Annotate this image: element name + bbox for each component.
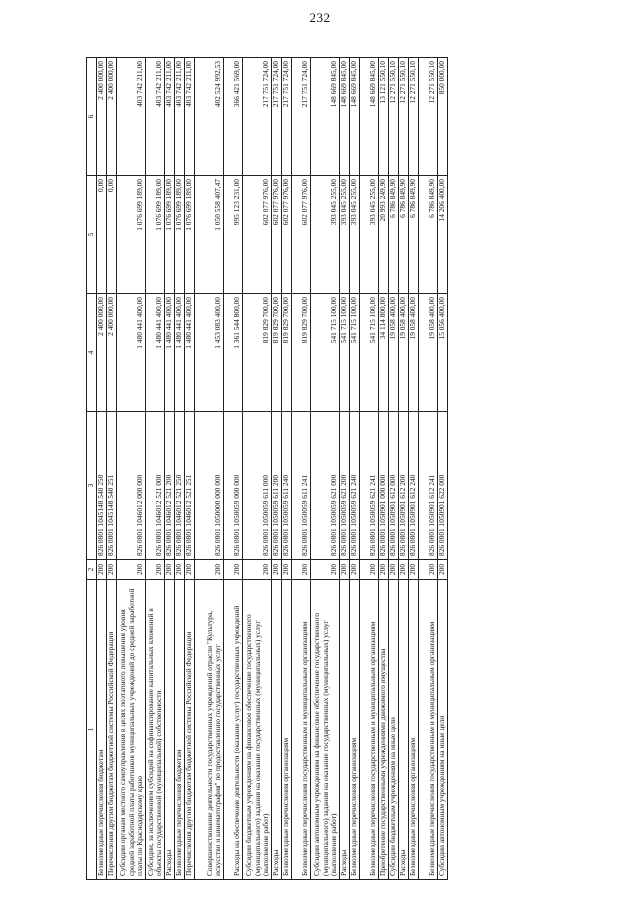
- row-value-4-cell: 19 058 400,00: [399, 294, 409, 412]
- page-number: 232: [309, 10, 331, 25]
- row-value-6-cell: 403 742 211,00: [185, 58, 195, 176]
- table-row: [97, 58, 107, 880]
- row-value-6-cell: 850 000,00: [438, 58, 448, 176]
- row-name-cell: Субсидии органам местного самоуправления в целях поэтапного повышения уровня средней заработной платы работников муниципальных учреждений до средней заработной платы по Краснодарскому краю: [117, 580, 146, 880]
- row-name-cell: Субсидии автономным учреждениям на иные цели: [438, 580, 448, 880]
- row-value-5-cell: 20 993 249,90: [379, 176, 389, 294]
- row-code-cell: 200: [360, 560, 379, 580]
- row-name-cell: Безвозмездные перечисления государственным и муниципальным организациям: [360, 580, 379, 880]
- row-kbk-cell: 826 0801 1050059 000 000: [224, 412, 243, 560]
- row-value-5-cell: 1 076 699 189,00: [117, 176, 146, 294]
- row-kbk-cell: 826 0801 1045148 540 250: [97, 412, 107, 560]
- row-value-4-cell: 819 829 700,00: [272, 294, 282, 412]
- row-code-cell: 200: [399, 560, 409, 580]
- row-value-6-cell: 217 751 724,00: [292, 58, 311, 176]
- row-value-6-cell: 403 742 211,00: [165, 58, 175, 176]
- row-value-6-cell: 148 669 845,00: [360, 58, 379, 176]
- row-code-cell: 200: [165, 560, 175, 580]
- row-value-5-cell: 6 786 849,90: [399, 176, 409, 294]
- row-value-6-cell: 12 271 550,10: [409, 58, 419, 176]
- row-name-cell: Безвозмездные перечисления государственным и муниципальным организациям: [292, 580, 311, 880]
- row-value-6-cell: 13 121 550,10: [379, 58, 389, 176]
- row-name-cell: Безвозмездные перечисления бюджетам: [97, 580, 107, 880]
- row-kbk-cell: 826 0801 1050901 612 240: [409, 412, 419, 560]
- row-kbk-cell: 826 0801 1050059 611 000: [243, 412, 272, 560]
- row-value-4-cell: 19 058 400,00: [409, 294, 419, 412]
- row-name-cell: Расходы на обеспечение деятельности (оказание услуг) государственных учреждений: [224, 580, 243, 880]
- row-value-4-cell: 819 829 700,00: [292, 294, 311, 412]
- row-code-cell: 200: [419, 560, 438, 580]
- row-value-5-cell: 0,00: [107, 176, 117, 294]
- table-row: [107, 58, 117, 880]
- row-value-5-cell: 393 045 255,00: [350, 176, 360, 294]
- column-header: 3: [87, 412, 97, 560]
- row-value-6-cell: 148 669 845,00: [350, 58, 360, 176]
- row-code-cell: 200: [97, 560, 107, 580]
- table-row: [292, 58, 311, 880]
- row-code-cell: 200: [243, 560, 272, 580]
- row-name-cell: Субсидии автономным учреждениям на финансовое обеспечение государственного (муниципального) задания на оказание государственных (муниципальных) услуг (выполнение работ): [311, 580, 340, 880]
- row-kbk-cell: 826 0801 1050059 621 200: [340, 412, 350, 560]
- row-code-cell: 200: [224, 560, 243, 580]
- row-value-5-cell: 1 076 699 189,00: [175, 176, 185, 294]
- row-code-cell: 200: [185, 560, 195, 580]
- row-name-cell: Совершенствование деятельности государственных учреждений отрасли "Культура, искусство и кинематография" по предоставлению государственных услуг: [195, 580, 224, 880]
- row-code-cell: 200: [350, 560, 360, 580]
- table-body: [97, 58, 448, 880]
- row-value-4-cell: 1 480 441 400,00: [146, 294, 165, 412]
- row-code-cell: 200: [409, 560, 419, 580]
- row-kbk-cell: 826 0801 1046012 000 000: [117, 412, 146, 560]
- row-code-cell: 200: [311, 560, 340, 580]
- row-name-cell: Субсидии бюджетным учреждениям на иные цели: [389, 580, 399, 880]
- table-row: [165, 58, 175, 880]
- row-kbk-cell: 826 0801 1045148 540 251: [107, 412, 117, 560]
- row-value-6-cell: 402 524 992,53: [195, 58, 224, 176]
- column-header: 6: [87, 58, 97, 176]
- row-name-cell: Перечисления другим бюджетам бюджетной системы Российской Федерации: [185, 580, 195, 880]
- row-name-cell: Расходы: [272, 580, 282, 880]
- row-kbk-cell: 826 0801 1050059 611 200: [272, 412, 282, 560]
- row-kbk-cell: 826 0801 1046012 521 200: [165, 412, 175, 560]
- row-value-5-cell: 6 786 849,90: [389, 176, 399, 294]
- column-header: 1: [87, 580, 97, 880]
- row-kbk-cell: 826 0801 1050059 611 240: [282, 412, 292, 560]
- row-value-5-cell: 1 076 699 189,00: [185, 176, 195, 294]
- row-value-4-cell: 541 715 100,00: [360, 294, 379, 412]
- row-value-5-cell: 393 045 255,00: [340, 176, 350, 294]
- row-value-6-cell: 366 421 569,00: [224, 58, 243, 176]
- row-value-6-cell: 217 751 724,00: [272, 58, 282, 176]
- row-code-cell: 200: [195, 560, 224, 580]
- row-kbk-cell: 826 0801 1046012 521 250: [175, 412, 185, 560]
- row-value-6-cell: 12 271 550,10: [419, 58, 438, 176]
- row-value-6-cell: 148 669 845,00: [311, 58, 340, 176]
- row-name-cell: Расходы: [165, 580, 175, 880]
- row-value-6-cell: 148 669 845,00: [340, 58, 350, 176]
- row-value-4-cell: 819 829 700,00: [243, 294, 272, 412]
- row-name-cell: Безвозмездные перечисления организациям: [282, 580, 292, 880]
- row-value-5-cell: 1 076 699 189,00: [165, 176, 175, 294]
- row-name-cell: Приобретение государственными учреждениями движимого имущества: [379, 580, 389, 880]
- row-kbk-cell: 826 0801 1050059 621 000: [311, 412, 340, 560]
- table-row: [117, 58, 146, 880]
- row-code-cell: 200: [272, 560, 282, 580]
- row-code-cell: 200: [117, 560, 146, 580]
- row-kbk-cell: 826 0801 1050901 622 000: [438, 412, 448, 560]
- row-kbk-cell: 826 0801 1050059 621 241: [360, 412, 379, 560]
- row-kbk-cell: 826 0801 1046012 521 000: [146, 412, 165, 560]
- row-kbk-cell: 826 0801 1050901 000 000: [379, 412, 389, 560]
- row-value-5-cell: 602 077 976,00: [243, 176, 272, 294]
- row-value-5-cell: 393 045 255,00: [311, 176, 340, 294]
- row-value-6-cell: 217 751 724,00: [243, 58, 272, 176]
- table-row: [272, 58, 282, 880]
- row-name-cell: Безвозмездные перечисления государственным и муниципальным организациям: [419, 580, 438, 880]
- row-code-cell: 200: [292, 560, 311, 580]
- row-value-5-cell: 602 077 976,00: [282, 176, 292, 294]
- row-value-6-cell: 403 742 211,00: [117, 58, 146, 176]
- row-value-4-cell: 541 715 100,00: [311, 294, 340, 412]
- table-row: [185, 58, 195, 880]
- table-row: [399, 58, 409, 880]
- budget-table: [86, 57, 448, 880]
- row-value-4-cell: 1 480 441 400,00: [117, 294, 146, 412]
- row-kbk-cell: 826 0801 1050901 612 000: [389, 412, 399, 560]
- row-value-5-cell: 6 786 849,90: [419, 176, 438, 294]
- table-row: [409, 58, 419, 880]
- row-value-4-cell: 819 829 700,00: [282, 294, 292, 412]
- row-name-cell: Безвозмездные перечисления бюджетам: [175, 580, 185, 880]
- row-value-6-cell: 12 271 550,10: [399, 58, 409, 176]
- row-code-cell: 200: [438, 560, 448, 580]
- row-code-cell: 200: [107, 560, 117, 580]
- column-header: 5: [87, 176, 97, 294]
- row-value-6-cell: 403 742 211,00: [175, 58, 185, 176]
- column-header: 4: [87, 294, 97, 412]
- row-name-cell: Безвозмездные перечисления организациям: [409, 580, 419, 880]
- row-value-4-cell: 34 114 800,00: [379, 294, 389, 412]
- row-value-6-cell: 403 742 211,00: [146, 58, 165, 176]
- row-value-6-cell: 217 751 724,00: [282, 58, 292, 176]
- row-kbk-cell: 826 0801 1050901 612 241: [419, 412, 438, 560]
- row-value-5-cell: 1 076 699 189,00: [146, 176, 165, 294]
- table-row: [340, 58, 350, 880]
- row-kbk-cell: 826 0801 1050000 000 000: [195, 412, 224, 560]
- row-value-5-cell: 6 786 849,90: [409, 176, 419, 294]
- rotated-table-wrapper: [86, 58, 606, 880]
- table-row: [350, 58, 360, 880]
- row-name-cell: Расходы: [399, 580, 409, 880]
- row-name-cell: Субсидии бюджетным учреждениям на финансовое обеспечение государственного (муниципального) задания на оказание государственных (муниципальных) услуг (выполнение работ): [243, 580, 272, 880]
- row-value-4-cell: 19 058 400,00: [389, 294, 399, 412]
- table-row: [146, 58, 165, 880]
- row-value-4-cell: 541 715 100,00: [340, 294, 350, 412]
- table-row: [311, 58, 340, 880]
- row-value-6-cell: 2 400 000,00: [97, 58, 107, 176]
- row-name-cell: Расходы: [340, 580, 350, 880]
- row-value-6-cell: 12 271 550,10: [389, 58, 399, 176]
- table-row: [224, 58, 243, 880]
- row-kbk-cell: 826 0801 1050901 612 200: [399, 412, 409, 560]
- row-value-4-cell: 1 453 083 400,00: [195, 294, 224, 412]
- row-code-cell: 200: [389, 560, 399, 580]
- row-value-4-cell: 1 480 441 400,00: [175, 294, 185, 412]
- table-row: [243, 58, 272, 880]
- row-code-cell: 200: [282, 560, 292, 580]
- table-row: [360, 58, 379, 880]
- row-value-4-cell: 1 480 441 400,00: [165, 294, 175, 412]
- table-row: [282, 58, 292, 880]
- column-number-row: [87, 58, 97, 880]
- row-name-cell: Перечисления другим бюджетам бюджетной системы Российской Федерации: [107, 580, 117, 880]
- row-name-cell: Субсидии, за исключением субсидий на софинансирование капитальных вложений в объекты государственной (муниципальной) собственности: [146, 580, 165, 880]
- row-value-5-cell: 0,00: [97, 176, 107, 294]
- row-value-6-cell: 2 400 000,00: [107, 58, 117, 176]
- row-value-5-cell: 14 206 400,00: [438, 176, 448, 294]
- row-value-5-cell: 1 050 558 407,47: [195, 176, 224, 294]
- row-value-4-cell: 2 400 000,00: [97, 294, 107, 412]
- row-value-5-cell: 995 123 231,00: [224, 176, 243, 294]
- row-name-cell: Безвозмездные перечисления организациям: [350, 580, 360, 880]
- column-header: 2: [87, 560, 97, 580]
- row-code-cell: 200: [340, 560, 350, 580]
- row-value-4-cell: 15 056 400,00: [438, 294, 448, 412]
- table-row: [195, 58, 224, 880]
- table-row: [175, 58, 185, 880]
- row-code-cell: 200: [146, 560, 165, 580]
- row-value-4-cell: 541 715 100,00: [350, 294, 360, 412]
- row-value-5-cell: 602 077 976,00: [272, 176, 282, 294]
- table-row: [389, 58, 399, 880]
- row-value-4-cell: 19 058 400,00: [419, 294, 438, 412]
- row-kbk-cell: 826 0801 1046012 521 251: [185, 412, 195, 560]
- table-row: [438, 58, 448, 880]
- row-code-cell: 200: [379, 560, 389, 580]
- row-value-5-cell: 602 077 976,00: [292, 176, 311, 294]
- table-row: [419, 58, 438, 880]
- row-value-4-cell: 1 361 544 800,00: [224, 294, 243, 412]
- table-row: [379, 58, 389, 880]
- row-kbk-cell: 826 0801 1050059 621 240: [350, 412, 360, 560]
- row-value-5-cell: 393 045 255,00: [360, 176, 379, 294]
- row-code-cell: 200: [175, 560, 185, 580]
- row-value-4-cell: 2 400 000,00: [107, 294, 117, 412]
- row-value-4-cell: 1 480 441 400,00: [185, 294, 195, 412]
- row-kbk-cell: 826 0801 1050059 611 241: [292, 412, 311, 560]
